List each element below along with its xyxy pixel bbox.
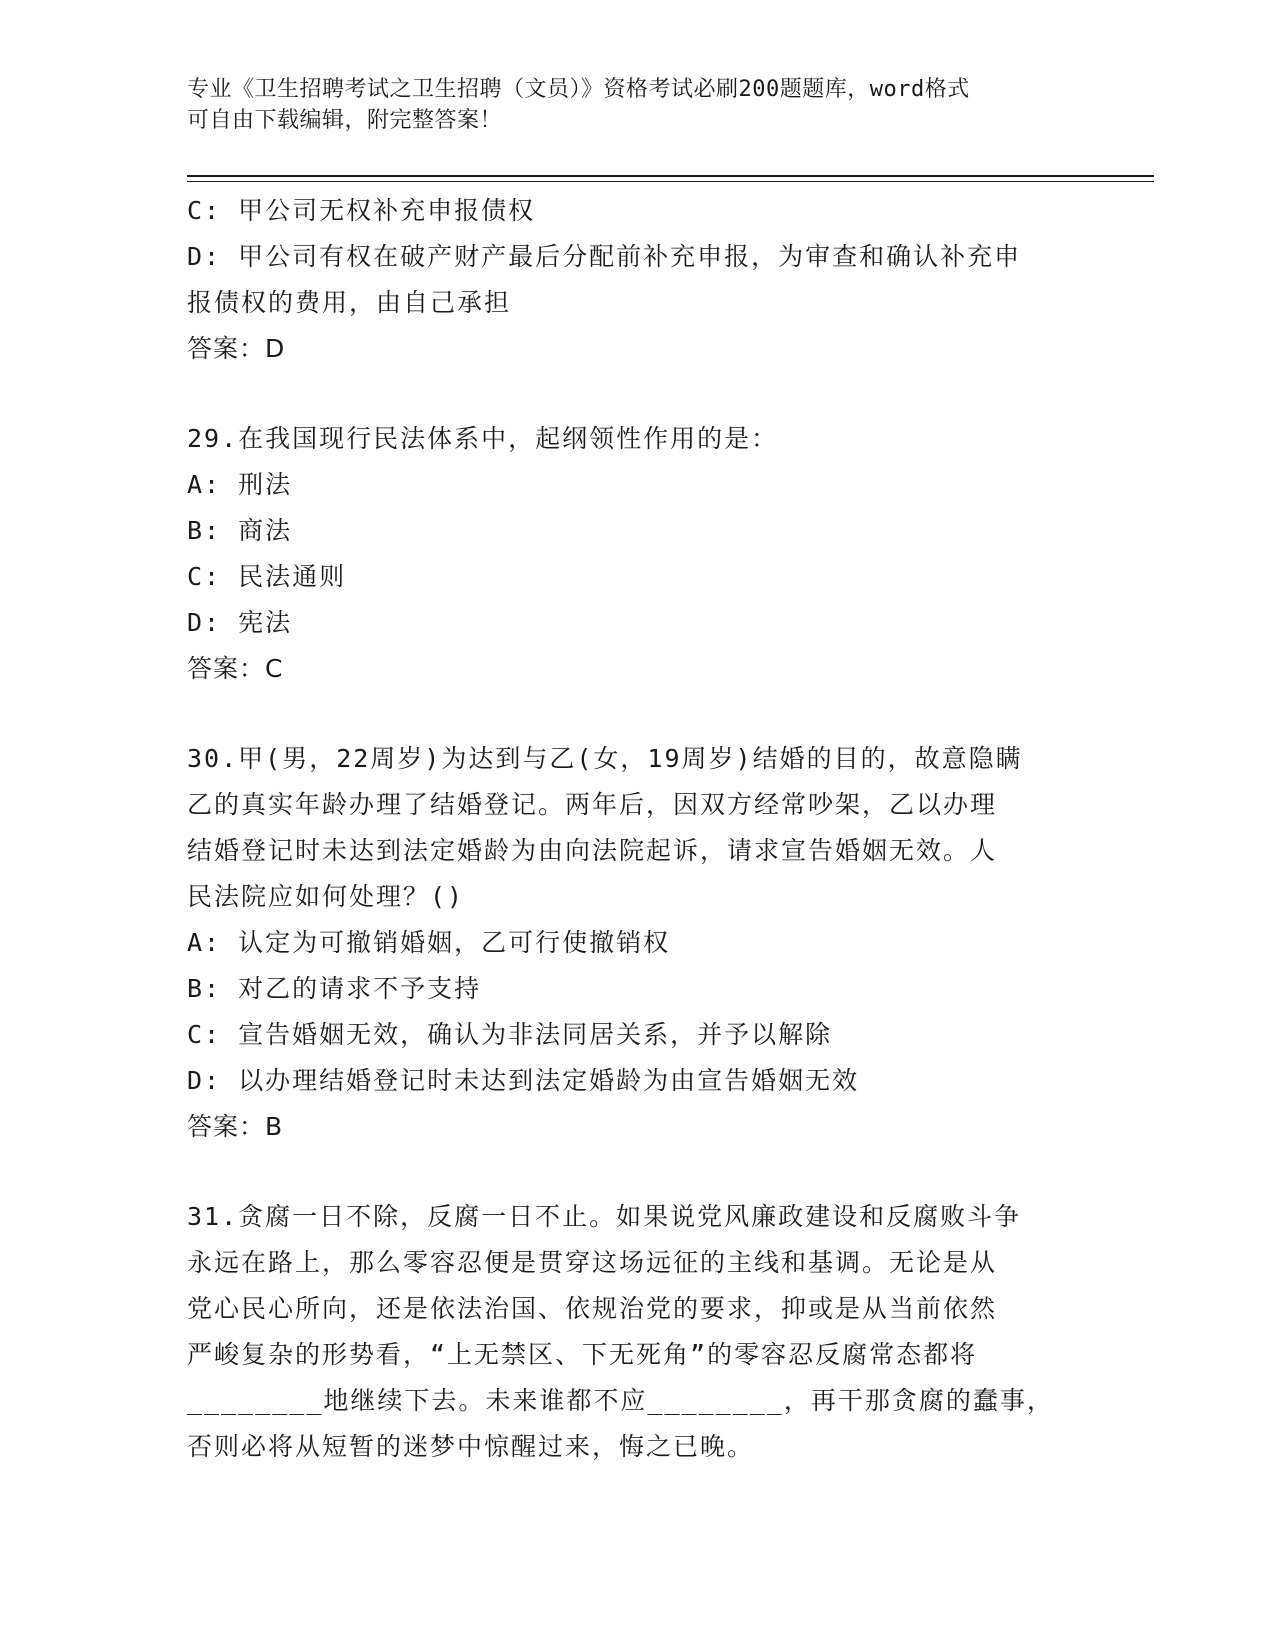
- q30-stem-line-3: 结婚登记时未达到法定婚龄为由向法院起诉，请求宣告婚姻无效。人: [187, 836, 998, 865]
- q29-option-c: C: 民法通则: [187, 562, 347, 591]
- q31-stem-line-3: 党心民心所向，还是依法治国、依规治党的要求，抑或是从当前依然: [187, 1294, 998, 1323]
- question-30-block: [187, 736, 1067, 1150]
- q30-stem-line-2: 乙的真实年龄办理了结婚登记。两年后，因双方经常吵架，乙以办理: [187, 790, 998, 819]
- spacer: [187, 372, 1067, 416]
- q31-stem-line-4: 严峻复杂的形势看，“上无禁区、下无死角”的零容忍反腐常态都将: [187, 1340, 978, 1369]
- header-line-2: 可自由下载编辑，附完整答案！: [187, 108, 503, 133]
- q30-option-a: A: 认定为可撤销婚姻，乙可行使撤销权: [187, 928, 671, 957]
- q29-option-d: D: 宪法: [187, 608, 293, 637]
- document-header: [187, 74, 1087, 136]
- document-body: [187, 188, 1067, 1470]
- q29-option-a: A: 刑法: [187, 470, 293, 499]
- q29-answer: 答案：C: [187, 654, 284, 683]
- question-29-block: [187, 416, 1067, 692]
- q30-option-c: C: 宣告婚姻无效，确认为非法同居关系，并予以解除: [187, 1020, 833, 1049]
- q28-option-c: C: 甲公司无权补充申报债权: [187, 196, 536, 225]
- header-rule-thin: [187, 181, 1154, 182]
- q30-stem-line-1: 30.甲(男，22周岁)为达到与乙(女，19周岁)结婚的目的，故意隐瞒: [187, 744, 1023, 773]
- q30-answer: 答案：B: [187, 1112, 284, 1141]
- spacer: [187, 1150, 1067, 1194]
- q31-stem-line-5: ________地继续下去。未来谁都不应________，再干那贪腐的蠢事，: [187, 1386, 1054, 1415]
- q28-option-d-line-1: D: 甲公司有权在破产财产最后分配前补充申报，为审查和确认补充申: [187, 242, 1022, 271]
- question-31-block: [187, 1194, 1067, 1470]
- q30-stem-line-4: 民法院应如何处理？(): [187, 882, 465, 911]
- q31-stem-line-1: 31.贪腐一日不除，反腐一日不止。如果说党风廉政建设和反腐败斗争: [187, 1202, 1022, 1231]
- question-28-block: [187, 188, 1067, 372]
- spacer: [187, 692, 1067, 736]
- q28-answer: 答案：D: [187, 334, 286, 363]
- q31-stem-line-2: 永远在路上，那么零容忍便是贯穿这场远征的主线和基调。无论是从: [187, 1248, 998, 1277]
- q29-option-b: B: 商法: [187, 516, 293, 545]
- header-line-1: 专业《卫生招聘考试之卫生招聘（文员）》资格考试必刷200题题库，word格式: [187, 77, 970, 102]
- q31-stem-line-6: 否则必将从短暂的迷梦中惊醒过来，悔之已晚。: [187, 1432, 755, 1461]
- q30-option-d: D: 以办理结婚登记时未达到法定婚龄为由宣告婚姻无效: [187, 1066, 860, 1095]
- q30-option-b: B: 对乙的请求不予支持: [187, 974, 482, 1003]
- q28-option-d-line-2: 报债权的费用，由自己承担: [187, 288, 512, 317]
- q29-stem: 29.在我国现行民法体系中，起纲领性作用的是：: [187, 424, 779, 453]
- header-rule-thick: [187, 175, 1154, 177]
